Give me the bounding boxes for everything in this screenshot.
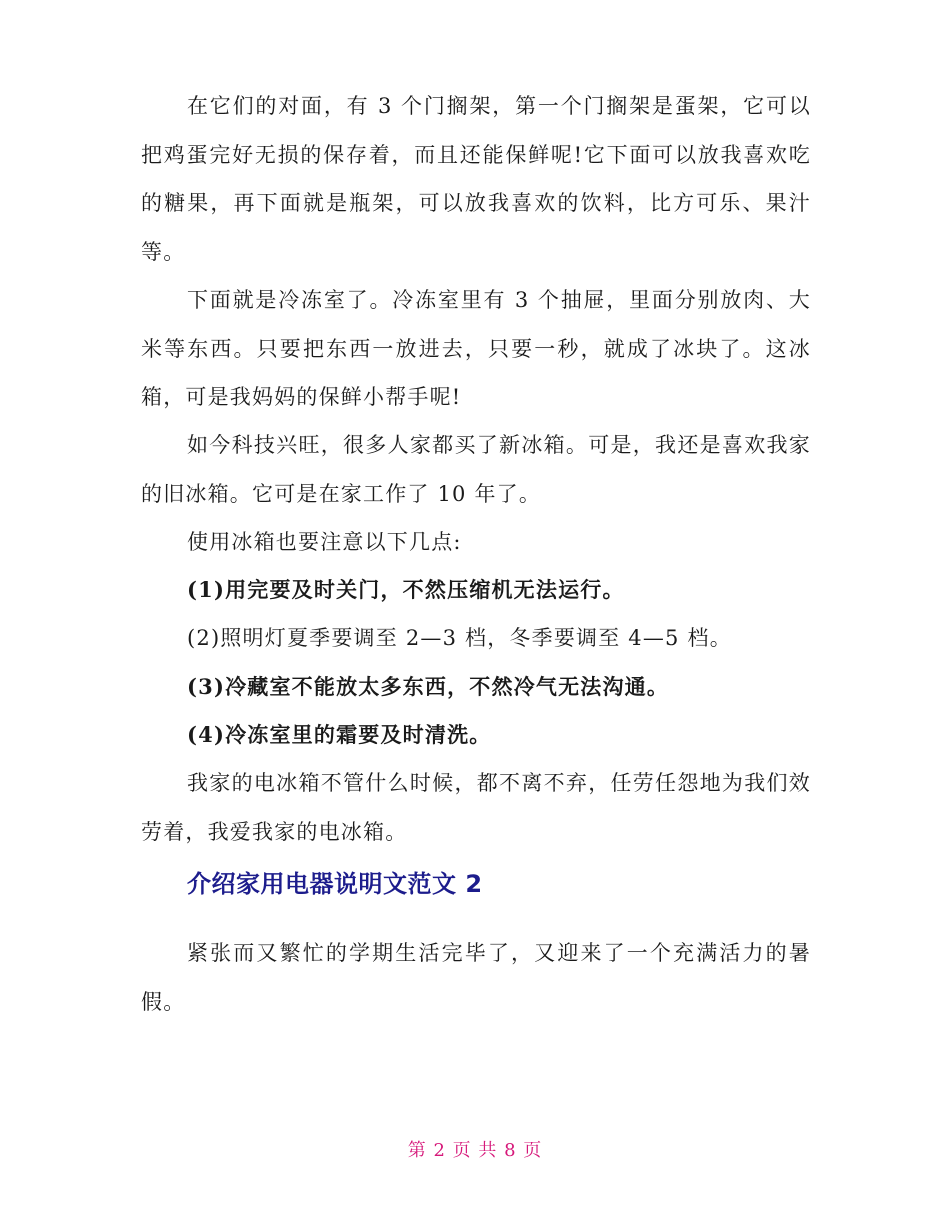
paragraph-usage-intro: 使用冰箱也要注意以下几点: [187,530,462,554]
paragraph-freezer: 下面就是冷冻室了。冷冻室里有 3 个抽屉，里面分别放肉、大米等东西。只要把东西一放进去，只要一秒，就成了冰块了。这冰箱，可是我妈妈的保鲜小帮手呢! [141,288,811,409]
usage-tip-4: (4)冷冻室里的霜要及时清洗。 [187,722,492,747]
section-heading: 介绍家用电器说明文范文 2 [187,870,483,898]
paragraph-summer-break: 紧张而又繁忙的学期生活完毕了，又迎来了一个充满活力的暑假。 [141,941,811,1014]
paragraph-old-fridge: 如今科技兴旺，很多人家都买了新冰箱。可是，我还是喜欢我家的旧冰箱。它可是在家工作了 10 年了。 [141,433,811,506]
paragraph-door-shelves: 在它们的对面，有 3 个门搁架，第一个门搁架是蛋架，它可以把鸡蛋完好无损的保存着，而且还能保鲜呢!它下面可以放我喜欢吃的糖果，再下面就是瓶架，可以放我喜欢的饮料，比方可乐、果汁等。 [141,94,811,264]
usage-tip-3: (3)冷藏室不能放太多东西，不然冷气无法沟通。 [187,674,670,699]
usage-tip-2: (2)照明灯夏季要调至 2—3 档，冬季要调至 4—5 档。 [187,626,732,650]
page-number-footer: 第 2 页 共 8 页 [407,1140,543,1161]
usage-tip-1: (1)用完要及时关门，不然压缩机无法运行。 [187,577,625,602]
paragraph-conclusion: 我家的电冰箱不管什么时候，都不离不弃，任劳任怨地为我们效劳着，我爱我家的电冰箱。 [141,771,811,844]
